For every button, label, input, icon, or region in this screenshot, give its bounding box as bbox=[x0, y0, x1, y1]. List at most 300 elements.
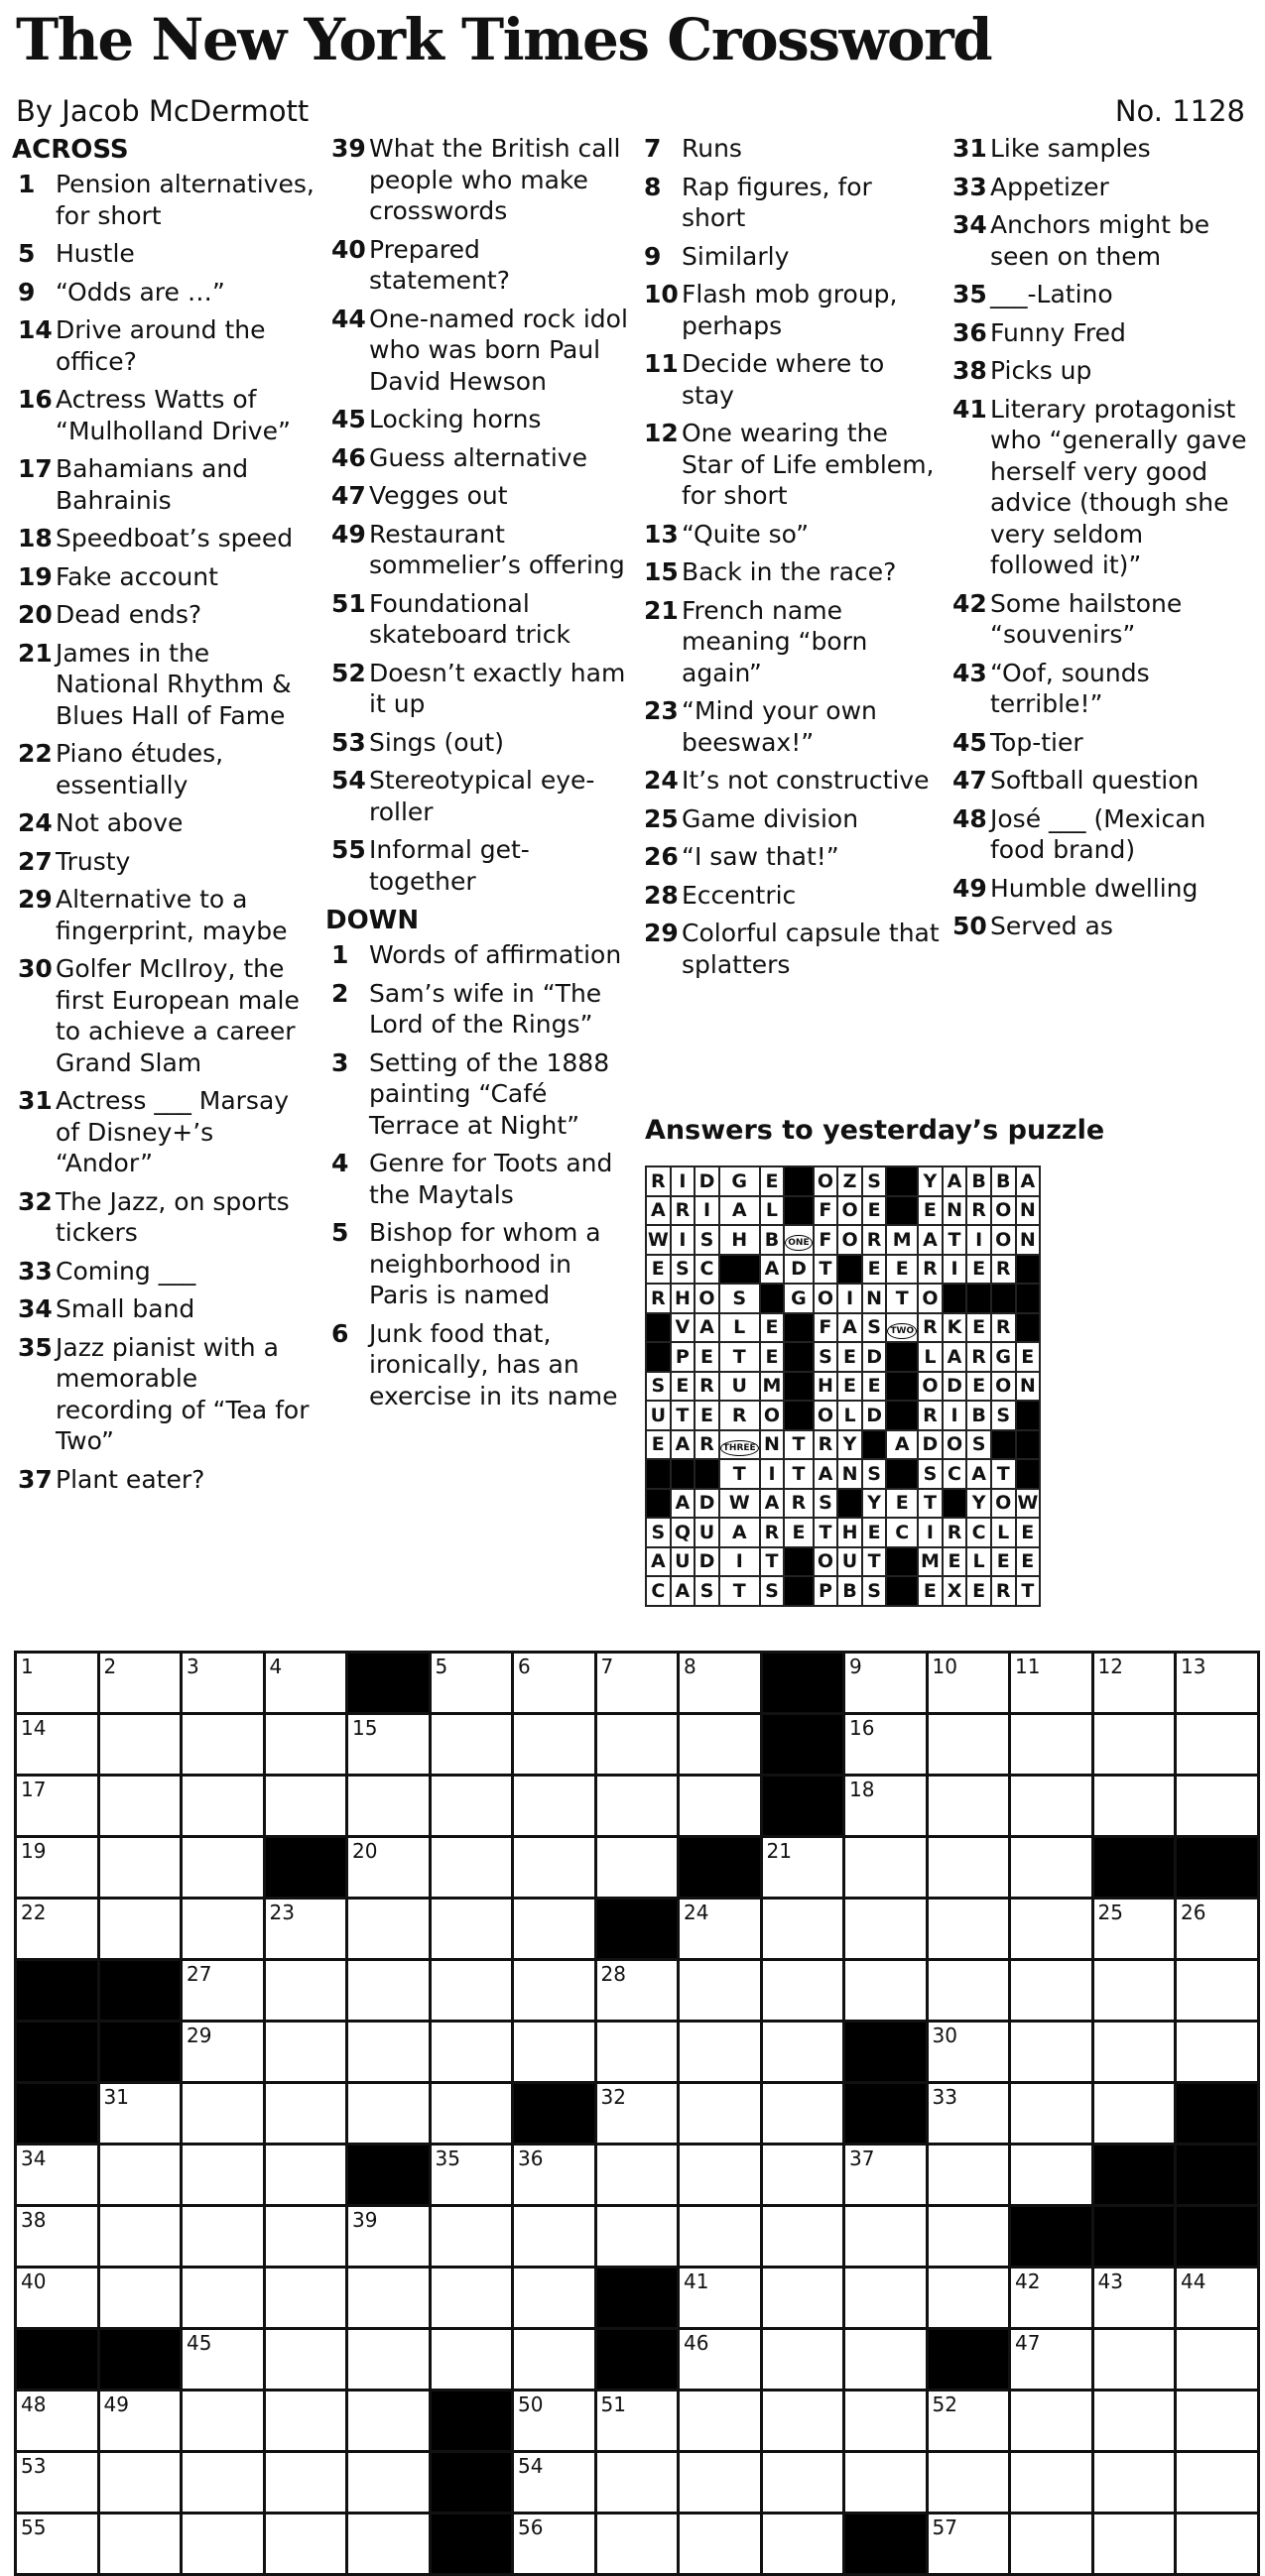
grid-cell[interactable] bbox=[1176, 2268, 1259, 2329]
grid-cell[interactable] bbox=[182, 2083, 265, 2145]
grid-cell[interactable] bbox=[844, 1776, 928, 1837]
clue-column-2 bbox=[325, 133, 628, 1418]
clue-number: 26 bbox=[644, 842, 679, 871]
grid-cell[interactable] bbox=[1010, 2391, 1093, 2452]
grid-cell[interactable] bbox=[1176, 1653, 1259, 1714]
grid-cell[interactable] bbox=[98, 2083, 182, 2145]
answer-letter: E bbox=[760, 1342, 785, 1372]
grid-cell[interactable] bbox=[347, 1960, 431, 2022]
grid-cell[interactable] bbox=[430, 2145, 513, 2206]
grid-cell[interactable] bbox=[98, 1899, 182, 1960]
clue-text: Similarly bbox=[682, 241, 790, 271]
clue-number: 23 bbox=[644, 696, 679, 725]
grid-cell[interactable] bbox=[1092, 1714, 1176, 1776]
grid-cell[interactable] bbox=[264, 2022, 347, 2083]
clue-text: Restaurant sommelier’s offering bbox=[369, 519, 625, 579]
grid-cell[interactable] bbox=[761, 2329, 844, 2391]
grid-cell[interactable] bbox=[182, 2268, 265, 2329]
grid-cell[interactable] bbox=[1010, 2329, 1093, 2391]
grid-cell[interactable] bbox=[513, 1899, 596, 1960]
clue-column-3 bbox=[638, 133, 941, 987]
clue-text: Golfer McIlroy, the first European male to achieve a career Grand Slam bbox=[56, 954, 300, 1077]
answer-letter: A bbox=[646, 1196, 671, 1226]
cell-number: 21 bbox=[766, 1839, 792, 1863]
grid-cell[interactable] bbox=[1010, 1653, 1093, 1714]
grid-cell[interactable] bbox=[182, 2329, 265, 2391]
grid-cell[interactable] bbox=[1010, 1899, 1093, 1960]
grid-cell[interactable] bbox=[679, 2329, 762, 2391]
answer-black-square bbox=[966, 1284, 991, 1313]
grid-cell[interactable] bbox=[761, 2514, 844, 2575]
grid-cell[interactable] bbox=[182, 2452, 265, 2514]
grid-cell[interactable] bbox=[595, 2145, 679, 2206]
grid-cell[interactable] bbox=[679, 1899, 762, 1960]
grid-cell[interactable] bbox=[679, 2391, 762, 2452]
answer-letter: M bbox=[918, 1547, 943, 1577]
clue-item bbox=[12, 523, 315, 554]
grid-cell[interactable] bbox=[679, 2206, 762, 2268]
grid-cell[interactable] bbox=[761, 2145, 844, 2206]
grid-cell[interactable] bbox=[761, 1960, 844, 2022]
grid-cell[interactable] bbox=[595, 1714, 679, 1776]
answers-row bbox=[646, 1196, 1040, 1226]
grid-cell[interactable] bbox=[182, 2391, 265, 2452]
grid-cell[interactable] bbox=[16, 1899, 99, 1960]
clue-number: 53 bbox=[331, 727, 366, 757]
grid-cell[interactable] bbox=[347, 1776, 431, 1837]
grid-cell[interactable] bbox=[595, 2022, 679, 2083]
grid-cell[interactable] bbox=[761, 1837, 844, 1899]
cell-number: 4 bbox=[269, 1655, 283, 1678]
clue-item bbox=[638, 556, 941, 588]
grid-cell[interactable] bbox=[1176, 1960, 1259, 2022]
grid-cell[interactable] bbox=[513, 2268, 596, 2329]
answer-letter: E bbox=[966, 1255, 991, 1285]
grid-cell[interactable] bbox=[347, 2391, 431, 2452]
grid-cell[interactable] bbox=[513, 2022, 596, 2083]
grid-cell[interactable] bbox=[430, 1960, 513, 2022]
grid-cell[interactable] bbox=[844, 1653, 928, 1714]
grid-cell[interactable] bbox=[182, 1837, 265, 1899]
cell-number: 25 bbox=[1097, 1901, 1123, 1924]
grid-cell[interactable] bbox=[182, 2514, 265, 2575]
grid-row bbox=[16, 2329, 1259, 2391]
grid-cell[interactable] bbox=[1010, 1960, 1093, 2022]
cell-number: 55 bbox=[21, 2515, 47, 2539]
clue-item bbox=[12, 599, 315, 631]
grid-cell[interactable] bbox=[16, 2514, 99, 2575]
grid-cell[interactable] bbox=[264, 1653, 347, 1714]
grid-cell[interactable] bbox=[927, 1960, 1010, 2022]
grid-cell[interactable] bbox=[595, 2452, 679, 2514]
grid-cell[interactable] bbox=[679, 2514, 762, 2575]
grid-cell[interactable] bbox=[16, 2206, 99, 2268]
grid-cell[interactable] bbox=[1176, 1776, 1259, 1837]
grid-cell[interactable] bbox=[679, 1714, 762, 1776]
grid-cell[interactable] bbox=[844, 2145, 928, 2206]
clue-text: Hustle bbox=[56, 239, 135, 268]
grid-cell[interactable] bbox=[513, 1714, 596, 1776]
black-square bbox=[264, 1837, 347, 1899]
clue-number: 51 bbox=[331, 588, 366, 618]
grid-row bbox=[16, 2514, 1259, 2575]
grid-cell[interactable] bbox=[1010, 2145, 1093, 2206]
answer-black-square bbox=[1016, 1459, 1041, 1489]
cell-number: 11 bbox=[1015, 1655, 1041, 1678]
answer-letter: L bbox=[966, 1547, 991, 1577]
black-square bbox=[595, 2329, 679, 2391]
answers-row bbox=[646, 1225, 1040, 1255]
grid-cell[interactable] bbox=[430, 1837, 513, 1899]
grid-cell[interactable] bbox=[16, 2391, 99, 2452]
answer-letter: I bbox=[918, 1518, 943, 1547]
clue-number: 17 bbox=[18, 454, 53, 483]
answer-letter: E bbox=[918, 1196, 943, 1226]
grid-cell[interactable] bbox=[347, 1899, 431, 1960]
grid-cell[interactable] bbox=[679, 2083, 762, 2145]
grid-cell[interactable] bbox=[1092, 2391, 1176, 2452]
grid-cell[interactable] bbox=[1176, 2022, 1259, 2083]
black-square bbox=[98, 2022, 182, 2083]
answer-letter: T bbox=[671, 1401, 696, 1430]
cell-number: 31 bbox=[103, 2085, 129, 2109]
clue-number: 15 bbox=[644, 557, 679, 586]
grid-cell[interactable] bbox=[98, 1714, 182, 1776]
grid-cell[interactable] bbox=[264, 2329, 347, 2391]
answer-letter: R bbox=[991, 1255, 1016, 1285]
clue-text: Piano études, essentially bbox=[56, 739, 224, 799]
grid-cell[interactable] bbox=[1092, 2514, 1176, 2575]
grid-cell[interactable] bbox=[1176, 2452, 1259, 2514]
grid-cell[interactable] bbox=[927, 2206, 1010, 2268]
grid-cell[interactable] bbox=[347, 2329, 431, 2391]
clue-text: Dead ends? bbox=[56, 600, 202, 629]
clue-number: 9 bbox=[644, 241, 662, 271]
black-square bbox=[1176, 2083, 1259, 2145]
black-square bbox=[1176, 2145, 1259, 2206]
grid-cell[interactable] bbox=[1176, 2329, 1259, 2391]
grid-cell[interactable] bbox=[679, 2022, 762, 2083]
grid-cell[interactable] bbox=[347, 2452, 431, 2514]
grid-cell[interactable] bbox=[430, 2268, 513, 2329]
answer-rebus-cell bbox=[784, 1225, 813, 1255]
grid-cell[interactable] bbox=[1176, 2391, 1259, 2452]
grid-cell[interactable] bbox=[595, 1653, 679, 1714]
grid-cell[interactable] bbox=[844, 1899, 928, 1960]
grid-cell[interactable] bbox=[761, 2022, 844, 2083]
grid-cell[interactable] bbox=[98, 2145, 182, 2206]
grid-cell[interactable] bbox=[513, 2452, 596, 2514]
grid-cell[interactable] bbox=[182, 1653, 265, 1714]
grid-cell[interactable] bbox=[761, 2391, 844, 2452]
answers-row bbox=[646, 1401, 1040, 1430]
grid-cell[interactable] bbox=[595, 1776, 679, 1837]
clue-item bbox=[12, 169, 315, 231]
grid-row bbox=[16, 2022, 1259, 2083]
grid-cell[interactable] bbox=[513, 1776, 596, 1837]
grid-cell[interactable] bbox=[595, 1960, 679, 2022]
grid-cell[interactable] bbox=[264, 1714, 347, 1776]
grid-cell[interactable] bbox=[513, 2145, 596, 2206]
grid-cell[interactable] bbox=[1176, 1899, 1259, 1960]
answer-black-square bbox=[784, 1372, 813, 1402]
answer-black-square bbox=[1016, 1255, 1041, 1285]
grid-cell[interactable] bbox=[513, 2514, 596, 2575]
clue-item bbox=[947, 873, 1249, 905]
grid-cell[interactable] bbox=[927, 2145, 1010, 2206]
answer-letter: C bbox=[966, 1518, 991, 1547]
grid-cell[interactable] bbox=[1010, 2083, 1093, 2145]
grid-cell[interactable] bbox=[844, 2329, 928, 2391]
grid-cell[interactable] bbox=[1092, 1776, 1176, 1837]
grid-cell[interactable] bbox=[679, 2145, 762, 2206]
grid-cell[interactable] bbox=[264, 1899, 347, 1960]
grid-cell[interactable] bbox=[927, 2268, 1010, 2329]
grid-cell[interactable] bbox=[513, 1960, 596, 2022]
grid-cell[interactable] bbox=[1092, 2022, 1176, 2083]
cell-number: 39 bbox=[352, 2208, 378, 2232]
grid-cell[interactable] bbox=[1010, 2514, 1093, 2575]
grid-cell[interactable] bbox=[679, 1960, 762, 2022]
grid-cell[interactable] bbox=[844, 2391, 928, 2452]
grid-cell[interactable] bbox=[264, 2206, 347, 2268]
grid-cell[interactable] bbox=[927, 2083, 1010, 2145]
grid-cell[interactable] bbox=[761, 2268, 844, 2329]
clue-item bbox=[325, 588, 628, 651]
grid-cell[interactable] bbox=[264, 1776, 347, 1837]
grid-cell[interactable] bbox=[1092, 1960, 1176, 2022]
grid-cell[interactable] bbox=[595, 2391, 679, 2452]
clue-item bbox=[12, 277, 315, 308]
grid-cell[interactable] bbox=[1092, 2329, 1176, 2391]
clue-item bbox=[12, 807, 315, 839]
clue-number: 30 bbox=[18, 954, 53, 983]
grid-cell[interactable] bbox=[182, 1714, 265, 1776]
grid-cell[interactable] bbox=[98, 1837, 182, 1899]
grid-cell[interactable] bbox=[264, 2514, 347, 2575]
grid-cell[interactable] bbox=[347, 1714, 431, 1776]
grid-cell[interactable] bbox=[927, 2022, 1010, 2083]
clue-number: 19 bbox=[18, 561, 53, 591]
grid-cell[interactable] bbox=[679, 1776, 762, 1837]
answer-letter: D bbox=[862, 1401, 887, 1430]
grid-cell[interactable] bbox=[182, 1776, 265, 1837]
grid-row bbox=[16, 1960, 1259, 2022]
grid-cell[interactable] bbox=[927, 1653, 1010, 1714]
clue-text: Picks up bbox=[990, 356, 1092, 385]
grid-cell[interactable] bbox=[264, 2268, 347, 2329]
clue-item bbox=[947, 355, 1249, 387]
grid-cell[interactable] bbox=[347, 2514, 431, 2575]
answer-black-square bbox=[837, 1489, 862, 1519]
answer-black-square bbox=[1016, 1313, 1041, 1343]
grid-cell[interactable] bbox=[1092, 1899, 1176, 1960]
answer-black-square bbox=[760, 1284, 785, 1313]
grid-cell[interactable] bbox=[761, 2452, 844, 2514]
grid-cell[interactable] bbox=[844, 1714, 928, 1776]
grid-cell[interactable] bbox=[1010, 1837, 1093, 1899]
grid-cell[interactable] bbox=[264, 2391, 347, 2452]
grid-cell[interactable] bbox=[927, 1837, 1010, 1899]
black-square bbox=[347, 2145, 431, 2206]
grid-cell[interactable] bbox=[16, 1714, 99, 1776]
grid-cell[interactable] bbox=[98, 2268, 182, 2329]
grid-cell[interactable] bbox=[430, 2022, 513, 2083]
grid-row bbox=[16, 1653, 1259, 1714]
grid-cell[interactable] bbox=[1010, 1714, 1093, 1776]
grid-cell[interactable] bbox=[1176, 1714, 1259, 1776]
answer-letter: S bbox=[991, 1401, 1016, 1430]
grid-cell[interactable] bbox=[182, 2206, 265, 2268]
grid-cell[interactable] bbox=[98, 2206, 182, 2268]
grid-cell[interactable] bbox=[513, 2391, 596, 2452]
answer-letter: A bbox=[671, 1489, 696, 1519]
grid-cell[interactable] bbox=[16, 2452, 99, 2514]
grid-cell[interactable] bbox=[595, 2083, 679, 2145]
grid-cell[interactable] bbox=[16, 2145, 99, 2206]
grid-cell[interactable] bbox=[16, 1653, 99, 1714]
answer-black-square bbox=[646, 1489, 671, 1519]
grid-cell[interactable] bbox=[430, 2083, 513, 2145]
answer-letter: D bbox=[695, 1547, 719, 1577]
grid-cell[interactable] bbox=[182, 1960, 265, 2022]
grid-cell[interactable] bbox=[182, 2145, 265, 2206]
answer-letter: O bbox=[991, 1196, 1016, 1226]
clue-text: Plant eater? bbox=[56, 1464, 205, 1494]
grid-cell[interactable] bbox=[927, 2391, 1010, 2452]
answer-letter: C bbox=[886, 1518, 918, 1547]
grid-cell[interactable] bbox=[761, 2083, 844, 2145]
grid-cell[interactable] bbox=[513, 2206, 596, 2268]
cell-number: 18 bbox=[849, 1778, 875, 1801]
grid-cell[interactable] bbox=[347, 2206, 431, 2268]
grid-cell[interactable] bbox=[1010, 2022, 1093, 2083]
answers-row bbox=[646, 1459, 1040, 1489]
grid-cell[interactable] bbox=[1092, 1653, 1176, 1714]
grid-cell[interactable] bbox=[761, 1899, 844, 1960]
grid-cell[interactable] bbox=[182, 2022, 265, 2083]
grid-cell[interactable] bbox=[513, 1653, 596, 1714]
grid-cell[interactable] bbox=[430, 1653, 513, 1714]
answer-letter: B bbox=[837, 1576, 862, 1606]
answer-rebus-cell bbox=[886, 1313, 918, 1343]
grid-cell[interactable] bbox=[844, 2206, 928, 2268]
grid-cell[interactable] bbox=[98, 2391, 182, 2452]
grid-cell[interactable] bbox=[844, 1960, 928, 2022]
grid-cell[interactable] bbox=[16, 1837, 99, 1899]
grid-cell[interactable] bbox=[16, 2268, 99, 2329]
black-square bbox=[98, 1960, 182, 2022]
grid-cell[interactable] bbox=[595, 2514, 679, 2575]
clue-text: Runs bbox=[682, 134, 742, 163]
grid-cell[interactable] bbox=[347, 2022, 431, 2083]
grid-cell[interactable] bbox=[430, 1899, 513, 1960]
answer-letter: S bbox=[814, 1342, 838, 1372]
grid-cell[interactable] bbox=[844, 1837, 928, 1899]
grid-cell[interactable] bbox=[347, 2083, 431, 2145]
grid-cell[interactable] bbox=[679, 2452, 762, 2514]
answer-letter: O bbox=[991, 1372, 1016, 1402]
grid-cell[interactable] bbox=[1092, 2452, 1176, 2514]
answer-letter: T bbox=[719, 1576, 760, 1606]
black-square bbox=[1010, 2206, 1093, 2268]
grid-cell[interactable] bbox=[761, 2206, 844, 2268]
grid-cell[interactable] bbox=[430, 1776, 513, 1837]
clue-text: “Quite so” bbox=[682, 519, 810, 549]
grid-cell[interactable] bbox=[1092, 2083, 1176, 2145]
grid-cell[interactable] bbox=[1176, 2514, 1259, 2575]
answer-black-square bbox=[1016, 1430, 1041, 1460]
grid-cell[interactable] bbox=[844, 2452, 928, 2514]
grid-cell[interactable] bbox=[182, 1899, 265, 1960]
grid-cell[interactable] bbox=[264, 2145, 347, 2206]
grid-cell[interactable] bbox=[679, 2268, 762, 2329]
grid-cell[interactable] bbox=[927, 1899, 1010, 1960]
answer-letter: I bbox=[671, 1225, 696, 1255]
grid-cell[interactable] bbox=[927, 2514, 1010, 2575]
cell-number: 13 bbox=[1181, 1655, 1206, 1678]
grid-cell[interactable] bbox=[347, 2268, 431, 2329]
grid-cell[interactable] bbox=[927, 1714, 1010, 1776]
grid-cell[interactable] bbox=[264, 2452, 347, 2514]
answer-letter: T bbox=[814, 1255, 838, 1285]
grid-cell[interactable] bbox=[679, 1653, 762, 1714]
grid-cell[interactable] bbox=[595, 1837, 679, 1899]
clue-number: 5 bbox=[331, 1218, 349, 1247]
grid-cell[interactable] bbox=[513, 1837, 596, 1899]
answer-letter: D bbox=[918, 1430, 943, 1460]
cell-number: 57 bbox=[932, 2515, 957, 2539]
grid-cell[interactable] bbox=[595, 2206, 679, 2268]
grid-cell[interactable] bbox=[927, 2452, 1010, 2514]
clue-number: 50 bbox=[952, 912, 987, 940]
black-square bbox=[513, 2083, 596, 2145]
grid-cell[interactable] bbox=[430, 2329, 513, 2391]
grid-cell[interactable] bbox=[98, 1776, 182, 1837]
clue-text: Junk food that, ironically, has an exercise in its name bbox=[369, 1318, 618, 1411]
grid-cell[interactable] bbox=[98, 2452, 182, 2514]
grid-cell[interactable] bbox=[347, 1837, 431, 1899]
black-square bbox=[16, 2329, 99, 2391]
answer-letter: B bbox=[966, 1166, 991, 1196]
grid-cell[interactable] bbox=[264, 2083, 347, 2145]
clue-text: James in the National Rhythm & Blues Hall of Fame bbox=[56, 638, 292, 730]
grid-cell[interactable] bbox=[1010, 1776, 1093, 1837]
cell-number: 53 bbox=[21, 2454, 47, 2478]
grid-cell[interactable] bbox=[16, 1776, 99, 1837]
clue-text: Vegges out bbox=[369, 481, 508, 510]
grid-cell[interactable] bbox=[513, 2329, 596, 2391]
grid-cell[interactable] bbox=[927, 1776, 1010, 1837]
clue-number: 55 bbox=[331, 835, 366, 864]
clue-text: Drive around the office? bbox=[56, 315, 266, 376]
grid-cell[interactable] bbox=[1010, 2452, 1093, 2514]
grid-cell[interactable] bbox=[98, 1653, 182, 1714]
grid-cell[interactable] bbox=[844, 2268, 928, 2329]
clue-item bbox=[638, 279, 941, 341]
answer-black-square bbox=[886, 1196, 918, 1226]
answer-letter: A bbox=[943, 1166, 967, 1196]
grid-cell[interactable] bbox=[98, 2514, 182, 2575]
grid-cell[interactable] bbox=[430, 1714, 513, 1776]
grid-cell[interactable] bbox=[430, 2206, 513, 2268]
grid-cell[interactable] bbox=[1092, 2268, 1176, 2329]
grid-cell[interactable] bbox=[1010, 2268, 1093, 2329]
clue-item bbox=[12, 738, 315, 800]
grid-cell[interactable] bbox=[264, 1960, 347, 2022]
answer-letter: I bbox=[760, 1459, 785, 1489]
clue-text: Guess alternative bbox=[369, 442, 587, 472]
